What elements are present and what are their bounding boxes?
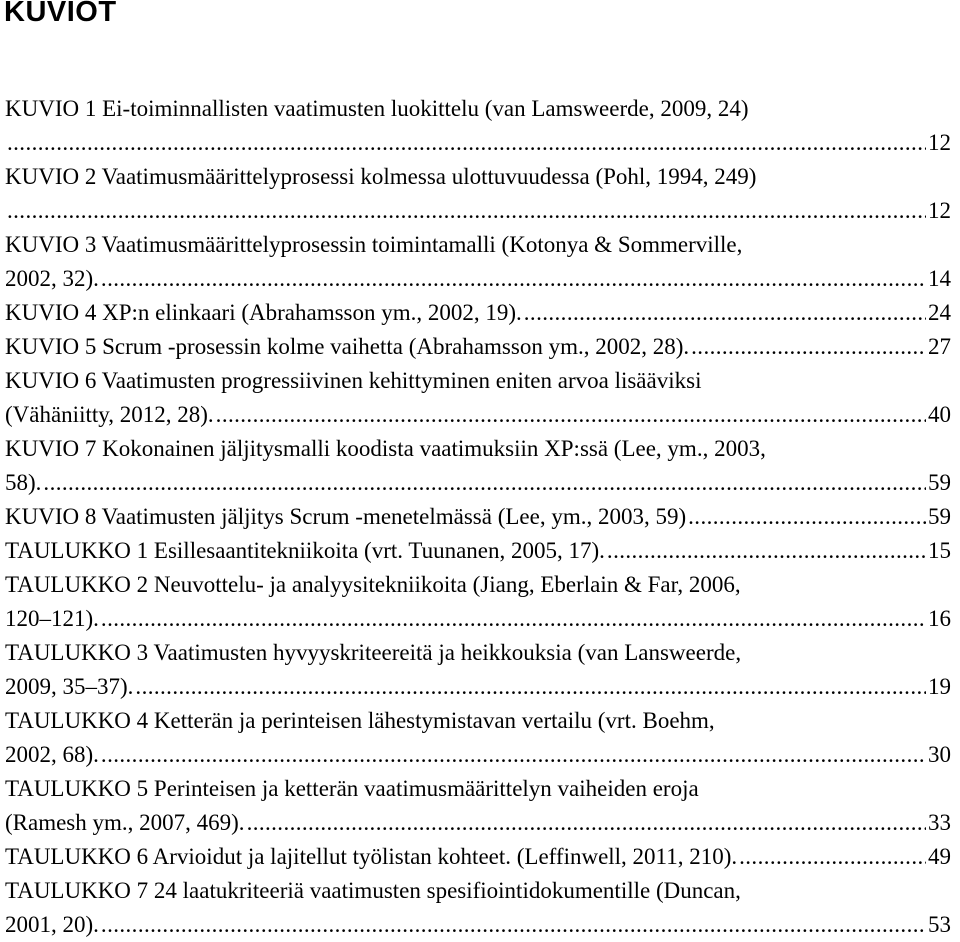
dot-leader xyxy=(216,398,926,432)
dot-leader xyxy=(247,806,926,840)
list-item[interactable] xyxy=(5,568,951,636)
entry-title: TAULUKKO 3 Vaatimusten hyvyyskriteereitä ja heikkouksia (van Lansweerde, xyxy=(5,640,742,665)
list-item[interactable] xyxy=(5,228,951,296)
entry-title-tail: 2001, 20). xyxy=(5,912,99,937)
entry-title: KUVIO 6 Vaatimusten progressiivinen kehittyminen eniten arvoa lisääviksi xyxy=(5,368,702,393)
entry-title-tail: KUVIO 8 Vaatimusten jäljitys Scrum -menetelmässä (Lee, ym., 2003, 59) xyxy=(5,504,687,529)
dot-leader xyxy=(7,126,926,160)
page-number: 16 xyxy=(928,606,951,631)
page-number: 14 xyxy=(928,266,951,291)
page-title: KUVIOT xyxy=(4,0,117,28)
list-item[interactable] xyxy=(5,874,951,942)
entry-title: TAULUKKO 4 Ketterän ja perinteisen lähestymistavan vertailu (vrt. Boehm, xyxy=(5,708,715,733)
dot-leader xyxy=(135,670,926,704)
entry-title: TAULUKKO 2 Neuvottelu- ja analyysitekniikoita (Jiang, Eberlain & Far, 2006, xyxy=(5,572,741,597)
list-item[interactable] xyxy=(5,534,951,568)
entry-title: KUVIO 7 Kokonainen jäljitysmalli koodista vaatimuksiin XP:ssä (Lee, ym., 2003, xyxy=(5,436,766,461)
entry-leader-line xyxy=(5,534,951,568)
entry-title-tail: 120–121). xyxy=(5,606,99,631)
list-item[interactable] xyxy=(5,704,951,772)
list-item[interactable] xyxy=(5,160,951,228)
dot-leader xyxy=(607,534,926,568)
entry-title-tail: KUVIO 5 Scrum -prosessin kolme vaihetta (Abrahamsson ym., 2002, 28). xyxy=(5,334,690,359)
figures-list xyxy=(5,92,951,942)
page-number: 40 xyxy=(928,402,951,427)
entry-leader-line xyxy=(5,262,951,296)
list-item[interactable] xyxy=(5,92,951,160)
entry-leader-line xyxy=(5,602,951,636)
page-number: 53 xyxy=(928,912,951,937)
entry-leader-line xyxy=(5,330,951,364)
list-item[interactable] xyxy=(5,636,951,704)
entry-title-tail: (Ramesh ym., 2007, 469). xyxy=(5,810,245,835)
dot-leader xyxy=(101,738,926,772)
entry-leader-line xyxy=(5,670,951,704)
dot-leader xyxy=(691,330,926,364)
entry-leader-line xyxy=(5,126,951,160)
page-number: 49 xyxy=(928,844,951,869)
page-number: 59 xyxy=(928,504,951,529)
dot-leader xyxy=(101,908,926,942)
entry-leader-line xyxy=(5,908,951,942)
list-item[interactable] xyxy=(5,296,951,330)
entry-title-tail: 58). xyxy=(5,470,42,495)
page-number: 59 xyxy=(928,470,951,495)
list-item[interactable] xyxy=(5,500,951,534)
list-item[interactable] xyxy=(5,840,951,874)
page-number: 27 xyxy=(928,334,951,359)
list-item[interactable] xyxy=(5,772,951,840)
entry-title: TAULUKKO 5 Perinteisen ja ketterän vaatimusmäärittelyn vaiheiden eroja xyxy=(5,776,699,801)
dot-leader xyxy=(101,262,926,296)
page-number: 19 xyxy=(928,674,951,699)
entry-leader-line xyxy=(5,466,951,500)
entry-title: TAULUKKO 7 24 laatukriteeriä vaatimusten spesifiointidokumentille (Duncan, xyxy=(5,878,741,903)
entry-title: KUVIO 1 Ei-toiminnallisten vaatimusten luokittelu (van Lamsweerde, 2009, 24) xyxy=(5,96,749,121)
page-number: 15 xyxy=(928,538,951,563)
page-number: 12 xyxy=(928,130,951,155)
dot-leader xyxy=(688,500,926,534)
page-number: 33 xyxy=(928,810,951,835)
entry-title-tail: KUVIO 4 XP:n elinkaari (Abrahamsson ym., 2002, 19). xyxy=(5,300,522,325)
list-item[interactable] xyxy=(5,330,951,364)
page-number: 24 xyxy=(928,300,951,325)
entry-leader-line xyxy=(5,738,951,772)
list-item[interactable] xyxy=(5,364,951,432)
entry-leader-line xyxy=(5,194,951,228)
dot-leader xyxy=(101,602,926,636)
entry-title-tail: 2009, 35–37). xyxy=(5,674,134,699)
entry-leader-line xyxy=(5,840,951,874)
entry-leader-line xyxy=(5,296,951,330)
entry-leader-line xyxy=(5,398,951,432)
dot-leader xyxy=(7,194,926,228)
entry-title-tail: TAULUKKO 1 Esillesaantitekniikoita (vrt. Tuunanen, 2005, 17). xyxy=(5,538,605,563)
entry-title-tail: 2002, 32). xyxy=(5,266,99,291)
entry-title: KUVIO 2 Vaatimusmäärittelyprosessi kolmessa ulottuvuudessa (Pohl, 1994, 249) xyxy=(5,164,757,189)
entry-title-tail: TAULUKKO 6 Arvioidut ja lajitellut työlistan kohteet. (Leffinwell, 2011, 210). xyxy=(5,844,738,869)
page-number: 12 xyxy=(928,198,951,223)
entry-title: KUVIO 3 Vaatimusmäärittelyprosessin toimintamalli (Kotonya & Sommerville, xyxy=(5,232,743,257)
entry-leader-line xyxy=(5,500,951,534)
list-item[interactable] xyxy=(5,432,951,500)
entry-leader-line xyxy=(5,806,951,840)
entry-title-tail: 2002, 68). xyxy=(5,742,99,767)
entry-title-tail: (Vähäniitty, 2012, 28). xyxy=(5,402,214,427)
dot-leader xyxy=(524,296,926,330)
page-number: 30 xyxy=(928,742,951,767)
dot-leader xyxy=(43,466,926,500)
dot-leader xyxy=(739,840,926,874)
